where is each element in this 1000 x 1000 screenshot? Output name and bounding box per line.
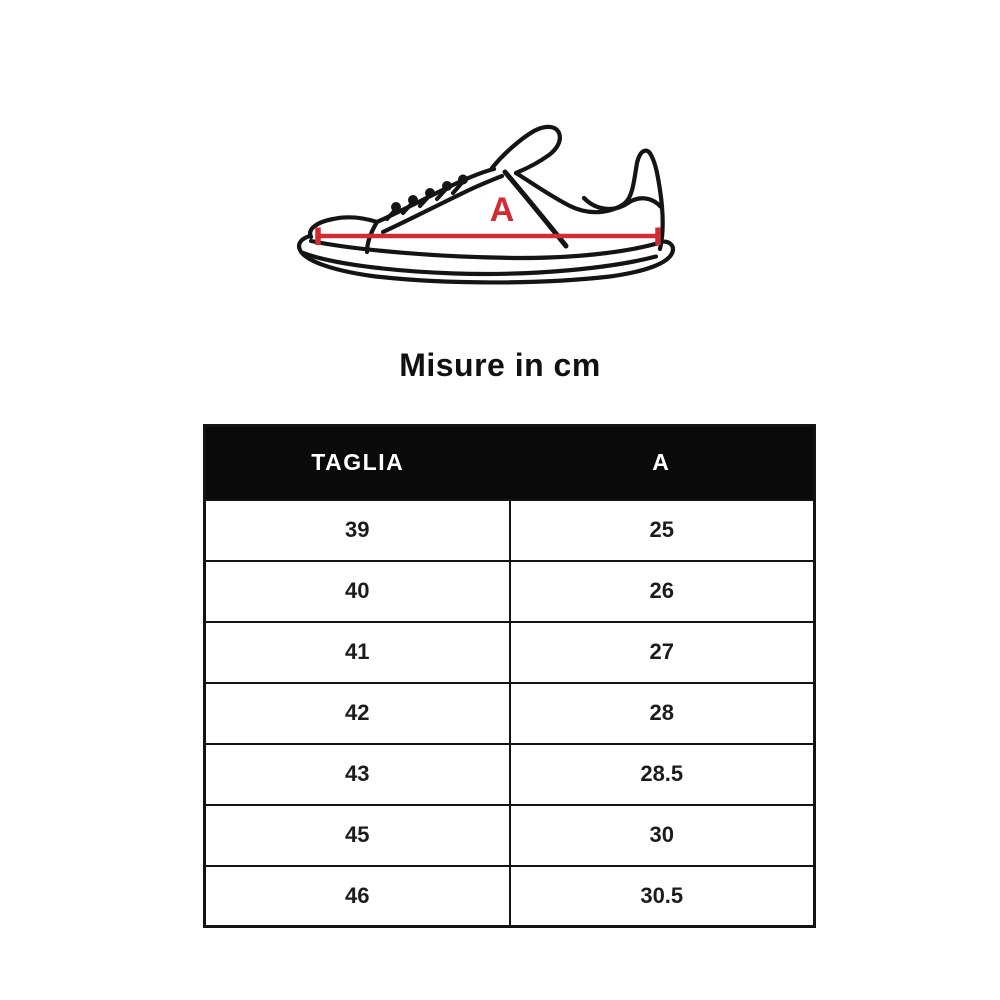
measure-cell: 28 <box>510 683 815 744</box>
measurement-a-label: A <box>489 191 515 229</box>
measure-cell: 30.5 <box>510 866 815 927</box>
size-table <box>203 424 816 928</box>
table-row <box>205 805 815 866</box>
size-cell: 40 <box>205 561 510 622</box>
measure-cell: 26 <box>510 561 815 622</box>
table-row <box>205 561 815 622</box>
size-cell: 41 <box>205 622 510 683</box>
measure-cell: 25 <box>510 500 815 561</box>
measure-cell: 30 <box>510 805 815 866</box>
measure-cell: 27 <box>510 622 815 683</box>
table-header-row <box>205 426 815 500</box>
table-row <box>205 622 815 683</box>
table-row <box>205 866 815 927</box>
header-taglia: TAGLIA <box>205 426 510 500</box>
table-row <box>205 500 815 561</box>
shoe-diagram <box>0 0 1000 330</box>
table-row <box>205 683 815 744</box>
size-cell: 39 <box>205 500 510 561</box>
header-a: A <box>510 426 815 500</box>
measure-cell: 28.5 <box>510 744 815 805</box>
size-cell: 45 <box>205 805 510 866</box>
size-cell: 46 <box>205 866 510 927</box>
table-row <box>205 744 815 805</box>
lace-eyelet-dots <box>391 175 468 213</box>
size-cell: 43 <box>205 744 510 805</box>
page-title: Misure in cm <box>399 347 601 383</box>
size-cell: 42 <box>205 683 510 744</box>
